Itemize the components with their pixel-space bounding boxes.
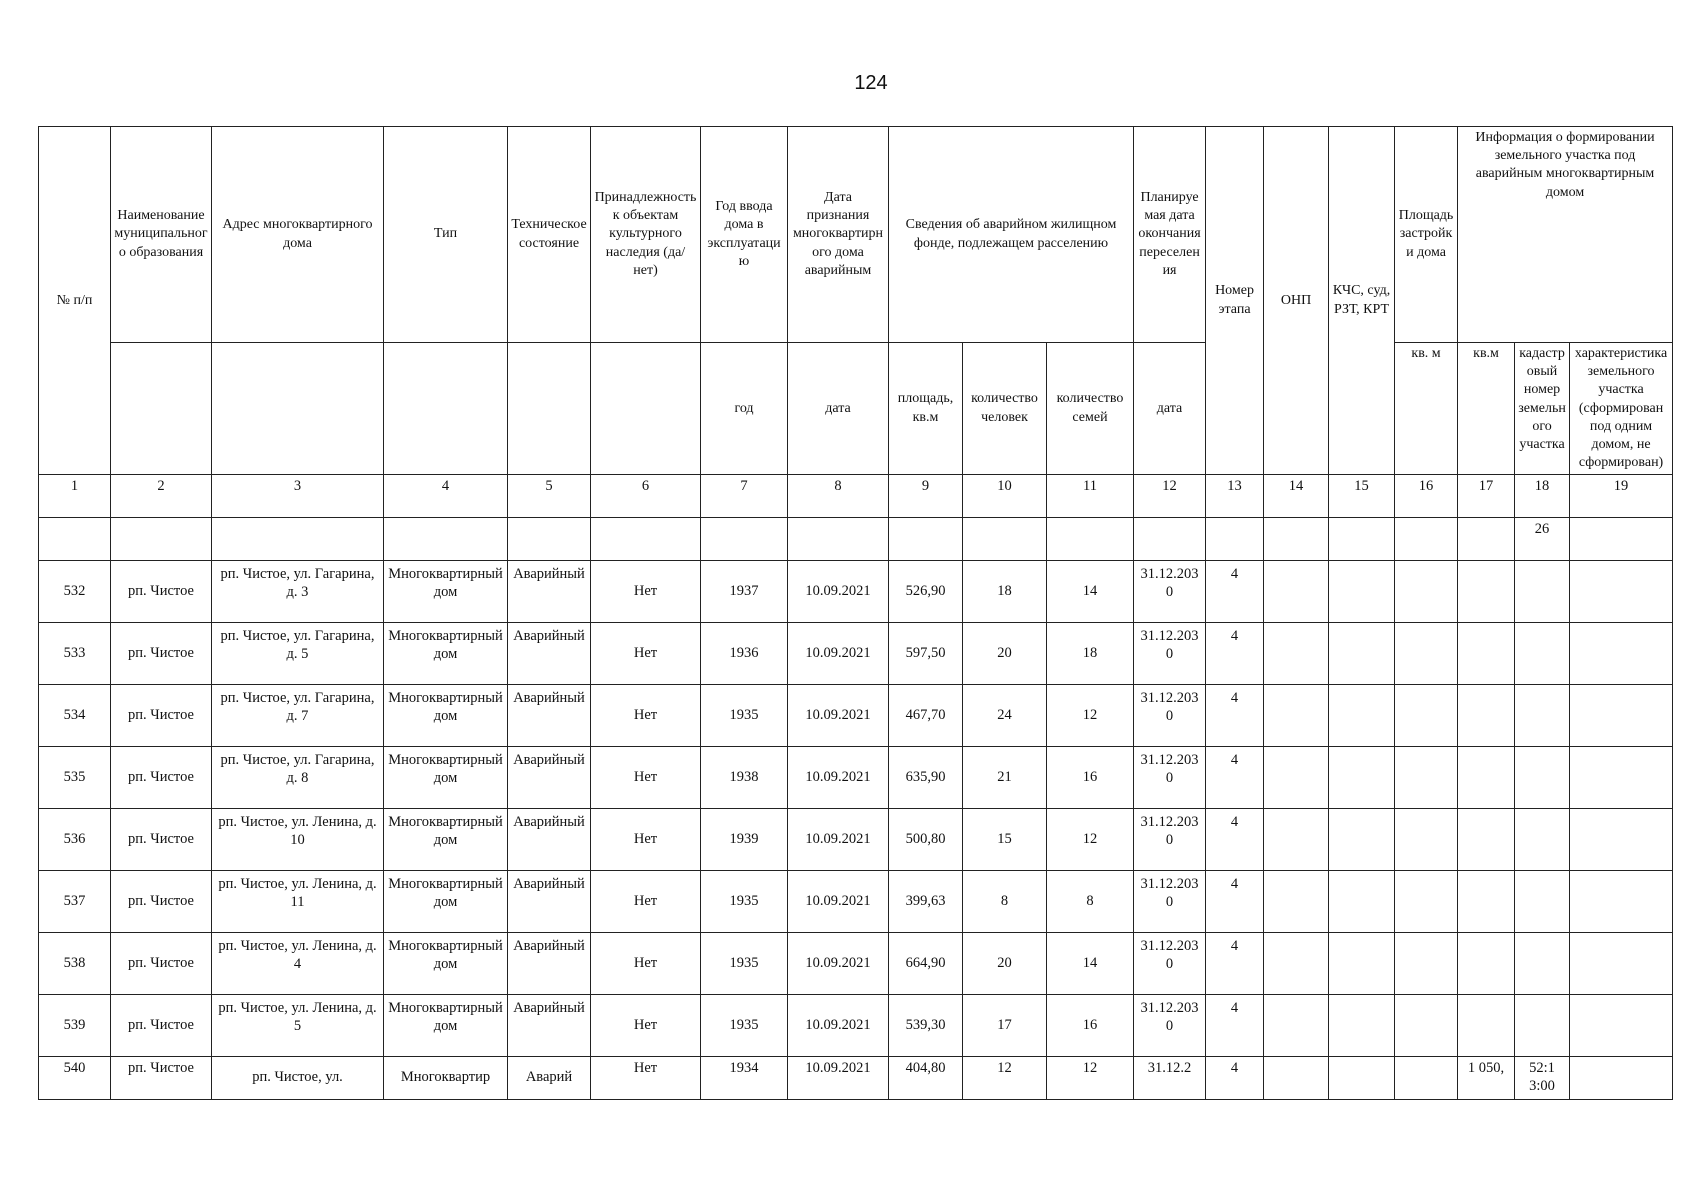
- address: рп. Чистое, ул. Гагарина, д. 7: [212, 685, 384, 747]
- header-col-2-cont: [111, 343, 212, 475]
- table-cell: [1458, 561, 1515, 623]
- column-number: 11: [1047, 475, 1134, 518]
- header-sub-9: площадь, кв.м: [889, 343, 963, 475]
- building-type: Многоквартирный дом: [384, 995, 508, 1057]
- planned-end-date: 31.12.2030: [1134, 871, 1206, 933]
- heritage: Нет: [591, 623, 701, 685]
- page-number: 124: [854, 72, 888, 94]
- table-cell: [1264, 933, 1329, 995]
- column-number: 2: [111, 475, 212, 518]
- header-sub-8: дата: [788, 343, 889, 475]
- planned-end-date: 31.12.2030: [1134, 747, 1206, 809]
- cadastral-number: 52:1 3:00: [1515, 1057, 1570, 1100]
- table-cell: [1570, 933, 1673, 995]
- table-cell: [1570, 685, 1673, 747]
- header-col-6-cont: [591, 343, 701, 475]
- planned-end-date: 31.12.2030: [1134, 561, 1206, 623]
- municipality: рп. Чистое: [111, 871, 212, 933]
- table-cell: [508, 518, 591, 561]
- people-count: 8: [963, 871, 1047, 933]
- row-number: 532: [39, 561, 111, 623]
- table-cell: [1329, 809, 1395, 871]
- table-cell: [889, 518, 963, 561]
- table-cell: [1458, 518, 1515, 561]
- emergency-date: 10.09.2021: [788, 685, 889, 747]
- heritage: Нет: [591, 871, 701, 933]
- column-number: 7: [701, 475, 788, 518]
- table-cell: [1395, 747, 1458, 809]
- emergency-area: 500,80: [889, 809, 963, 871]
- commission-year: 1939: [701, 809, 788, 871]
- table-cell: [1395, 623, 1458, 685]
- table-cell: [1458, 747, 1515, 809]
- family-count: 14: [1047, 561, 1134, 623]
- commission-year: 1935: [701, 871, 788, 933]
- table-cell: [1264, 561, 1329, 623]
- table-cell: [1515, 623, 1570, 685]
- table-cell: [1395, 933, 1458, 995]
- table-cell: [1329, 623, 1395, 685]
- municipality: рп. Чистое: [111, 623, 212, 685]
- emergency-area: 467,70: [889, 685, 963, 747]
- table-cell: [1515, 561, 1570, 623]
- table-cell: [1570, 1057, 1673, 1100]
- column-number: 5: [508, 475, 591, 518]
- stage-number: 4: [1206, 1057, 1264, 1100]
- emergency-area: 635,90: [889, 747, 963, 809]
- table-cell: [1206, 518, 1264, 561]
- header-col-12: Планируемая дата окончания переселения: [1134, 127, 1206, 343]
- people-count: 21: [963, 747, 1047, 809]
- column-number: 9: [889, 475, 963, 518]
- heritage: Нет: [591, 747, 701, 809]
- building-type: Многоквартирный дом: [384, 809, 508, 871]
- family-count: 8: [1047, 871, 1134, 933]
- stage-number: 4: [1206, 933, 1264, 995]
- header-col-5: Техническое состояние: [508, 127, 591, 343]
- people-count: 20: [963, 623, 1047, 685]
- emergency-date: 10.09.2021: [788, 933, 889, 995]
- address: рп. Чистое, ул.: [212, 1057, 384, 1100]
- emergency-date: 10.09.2021: [788, 747, 889, 809]
- technical-state: Аварийный: [508, 871, 591, 933]
- header-col-7: Год ввода дома в эксплуатацию: [701, 127, 788, 343]
- table-cell: [1329, 747, 1395, 809]
- table-cell: [1329, 1057, 1395, 1100]
- commission-year: 1935: [701, 995, 788, 1057]
- header-col-15: КЧС, суд, РЗТ, КРТ: [1329, 127, 1395, 475]
- commission-year: 1935: [701, 685, 788, 747]
- header-sub-17: кв.м: [1458, 343, 1515, 475]
- column-number: 15: [1329, 475, 1395, 518]
- table-cell: [39, 518, 111, 561]
- row-number: 536: [39, 809, 111, 871]
- planned-end-date: 31.12.2030: [1134, 933, 1206, 995]
- table-cell: [1395, 1057, 1458, 1100]
- table-cell: [1458, 871, 1515, 933]
- building-type: Многоквартирный дом: [384, 561, 508, 623]
- table-cell: [1570, 747, 1673, 809]
- emergency-date: 10.09.2021: [788, 623, 889, 685]
- table-cell: [1264, 995, 1329, 1057]
- header-col-19: характеристика земельного участка (сформирован под одним домом, не сформирован): [1570, 343, 1673, 475]
- building-type: Многоквартирный дом: [384, 871, 508, 933]
- table-row: [39, 561, 1673, 623]
- row-number: 534: [39, 685, 111, 747]
- commission-year: 1935: [701, 933, 788, 995]
- header-col-5-cont: [508, 343, 591, 475]
- stage-number: 4: [1206, 747, 1264, 809]
- planned-end-date: 31.12.2030: [1134, 995, 1206, 1057]
- table-cell: [1395, 809, 1458, 871]
- table-cell: [1329, 871, 1395, 933]
- address: рп. Чистое, ул. Ленина, д. 4: [212, 933, 384, 995]
- table-cell: [1515, 871, 1570, 933]
- emergency-area: 597,50: [889, 623, 963, 685]
- municipality: рп. Чистое: [111, 747, 212, 809]
- blank-row: [39, 518, 1673, 561]
- table-cell: [1264, 623, 1329, 685]
- family-count: 16: [1047, 995, 1134, 1057]
- table-row: [39, 995, 1673, 1057]
- people-count: 17: [963, 995, 1047, 1057]
- table-cell: [1264, 1057, 1329, 1100]
- table-row: [39, 933, 1673, 995]
- technical-state: Аварийный: [508, 623, 591, 685]
- municipality: рп. Чистое: [111, 995, 212, 1057]
- emergency-date: 10.09.2021: [788, 561, 889, 623]
- header-col-8: Дата признания многоквартирного дома аварийным: [788, 127, 889, 343]
- table-row: [39, 809, 1673, 871]
- table-cell: [1264, 518, 1329, 561]
- planned-end-date: 31.12.2030: [1134, 623, 1206, 685]
- table-cell: [1570, 871, 1673, 933]
- table-row: [39, 1057, 1673, 1100]
- column-number-row: [39, 475, 1673, 518]
- header-col-6: Принадлежность к объектам культурного наследия (да/нет): [591, 127, 701, 343]
- table-cell: [1458, 809, 1515, 871]
- table-cell: [591, 518, 701, 561]
- stage-number: 4: [1206, 561, 1264, 623]
- table-cell: [1458, 623, 1515, 685]
- table-cell: [1458, 995, 1515, 1057]
- building-type: Многоквартирный дом: [384, 685, 508, 747]
- family-count: 12: [1047, 685, 1134, 747]
- column-number: 16: [1395, 475, 1458, 518]
- heritage: Нет: [591, 1057, 701, 1100]
- address: рп. Чистое, ул. Ленина, д. 11: [212, 871, 384, 933]
- table-cell: [1515, 995, 1570, 1057]
- table-cell: [384, 518, 508, 561]
- column-number: 1: [39, 475, 111, 518]
- table-cell: [1395, 561, 1458, 623]
- column-number: 17: [1458, 475, 1515, 518]
- technical-state: Аварийный: [508, 747, 591, 809]
- header-col-3: Адрес многоквартирного дома: [212, 127, 384, 343]
- land-area: 1 050,: [1458, 1057, 1515, 1100]
- table-cell: [1395, 518, 1458, 561]
- table-cell: [701, 518, 788, 561]
- header-col-13: Номер этапа: [1206, 127, 1264, 475]
- people-count: 15: [963, 809, 1047, 871]
- emergency-area: 539,30: [889, 995, 963, 1057]
- table-row: [39, 747, 1673, 809]
- header-sub-7: год: [701, 343, 788, 475]
- row-number: 539: [39, 995, 111, 1057]
- table-cell: [963, 518, 1047, 561]
- row-number: 540: [39, 1057, 111, 1100]
- table-cell: [788, 518, 889, 561]
- table-cell: [1329, 995, 1395, 1057]
- family-count: 12: [1047, 1057, 1134, 1100]
- heritage: Нет: [591, 933, 701, 995]
- technical-state: Аварийный: [508, 995, 591, 1057]
- column-number: 8: [788, 475, 889, 518]
- emergency-date: 10.09.2021: [788, 871, 889, 933]
- header-col-4: Тип: [384, 127, 508, 343]
- column-number: 3: [212, 475, 384, 518]
- emergency-area: 399,63: [889, 871, 963, 933]
- header-col-18: кадастровый номер земельного участка: [1515, 343, 1570, 475]
- municipality: рп. Чистое: [111, 685, 212, 747]
- family-count: 12: [1047, 809, 1134, 871]
- people-count: 12: [963, 1057, 1047, 1100]
- building-type: Многоквартирный дом: [384, 933, 508, 995]
- column-number: 14: [1264, 475, 1329, 518]
- technical-state: Аварийный: [508, 685, 591, 747]
- planned-end-date: 31.12.2030: [1134, 685, 1206, 747]
- emergency-area: 404,80: [889, 1057, 963, 1100]
- header-col-14: ОНП: [1264, 127, 1329, 475]
- heritage: Нет: [591, 995, 701, 1057]
- table-cell: [1329, 685, 1395, 747]
- row-number: 535: [39, 747, 111, 809]
- table-cell: [1264, 747, 1329, 809]
- column-number: 13: [1206, 475, 1264, 518]
- header-col-4-cont: [384, 343, 508, 475]
- column-number: 4: [384, 475, 508, 518]
- table-cell: [1329, 518, 1395, 561]
- table-cell: [1264, 685, 1329, 747]
- building-type: Многоквартирный дом: [384, 747, 508, 809]
- planned-end-date: 31.12.2030: [1134, 809, 1206, 871]
- table-cell: [1515, 685, 1570, 747]
- table-cell: 26: [1515, 518, 1570, 561]
- table-cell: [1570, 518, 1673, 561]
- address: рп. Чистое, ул. Ленина, д. 5: [212, 995, 384, 1057]
- planned-end-date: 31.12.2: [1134, 1057, 1206, 1100]
- table-cell: [1264, 871, 1329, 933]
- column-number: 19: [1570, 475, 1673, 518]
- municipality: рп. Чистое: [111, 1057, 212, 1100]
- people-count: 24: [963, 685, 1047, 747]
- emergency-date: 10.09.2021: [788, 809, 889, 871]
- table-cell: [1264, 809, 1329, 871]
- header-col-16: Площадь застройки дома: [1395, 127, 1458, 343]
- header-col-3-cont: [212, 343, 384, 475]
- address: рп. Чистое, ул. Ленина, д. 10: [212, 809, 384, 871]
- column-number: 6: [591, 475, 701, 518]
- table-cell: [1570, 809, 1673, 871]
- stage-number: 4: [1206, 871, 1264, 933]
- header-sub-11: количество семей: [1047, 343, 1134, 475]
- table-cell: [212, 518, 384, 561]
- table-row: [39, 685, 1673, 747]
- address: рп. Чистое, ул. Гагарина, д. 8: [212, 747, 384, 809]
- header-group-resettlement: Сведения об аварийном жилищном фонде, подлежащем расселению: [889, 127, 1134, 343]
- building-type: Многоквартирный дом: [384, 623, 508, 685]
- table-cell: [1395, 995, 1458, 1057]
- municipality: рп. Чистое: [111, 809, 212, 871]
- table-cell: [1329, 561, 1395, 623]
- header-sub-16: кв. м: [1395, 343, 1458, 475]
- data-rows: [39, 561, 1673, 1057]
- column-number: 12: [1134, 475, 1206, 518]
- table-cell: [1458, 933, 1515, 995]
- municipality: рп. Чистое: [111, 561, 212, 623]
- emergency-area: 526,90: [889, 561, 963, 623]
- table-row: [39, 871, 1673, 933]
- table-cell: [1134, 518, 1206, 561]
- header-row-1: [39, 127, 1673, 343]
- header-sub-12: дата: [1134, 343, 1206, 475]
- stage-number: 4: [1206, 623, 1264, 685]
- stage-number: 4: [1206, 809, 1264, 871]
- row-number: 537: [39, 871, 111, 933]
- table-cell: [1570, 623, 1673, 685]
- family-count: 18: [1047, 623, 1134, 685]
- table-cell: [1395, 871, 1458, 933]
- address: рп. Чистое, ул. Гагарина, д. 3: [212, 561, 384, 623]
- technical-state: Аварийный: [508, 809, 591, 871]
- building-type: Многоквартир: [384, 1057, 508, 1100]
- column-number: 10: [963, 475, 1047, 518]
- table-cell: [1329, 933, 1395, 995]
- table-cell: [1570, 561, 1673, 623]
- table-cell: [1458, 685, 1515, 747]
- stage-number: 4: [1206, 995, 1264, 1057]
- family-count: 14: [1047, 933, 1134, 995]
- header-sub-10: количество человек: [963, 343, 1047, 475]
- row-number: 538: [39, 933, 111, 995]
- table-cell: [111, 518, 212, 561]
- header-group-land: Информация о формировании земельного участка под аварийным многоквартирным домом: [1458, 127, 1673, 343]
- municipality: рп. Чистое: [111, 933, 212, 995]
- heritage: Нет: [591, 809, 701, 871]
- table-cell: [1515, 809, 1570, 871]
- header-row-3: [39, 343, 1673, 475]
- header-col-2: Наименование муниципального образования: [111, 127, 212, 343]
- emergency-date: 10.09.2021: [788, 995, 889, 1057]
- family-count: 16: [1047, 747, 1134, 809]
- commission-year: 1936: [701, 623, 788, 685]
- commission-year: 1938: [701, 747, 788, 809]
- heritage: Нет: [591, 685, 701, 747]
- table-cell: [1395, 685, 1458, 747]
- address: рп. Чистое, ул. Гагарина, д. 5: [212, 623, 384, 685]
- table-cell: [1515, 747, 1570, 809]
- commission-year: 1937: [701, 561, 788, 623]
- technical-state: Аварийный: [508, 933, 591, 995]
- table-cell: [1570, 995, 1673, 1057]
- technical-state: Аварий: [508, 1057, 591, 1100]
- emergency-area: 664,90: [889, 933, 963, 995]
- people-count: 18: [963, 561, 1047, 623]
- header-col-1: № п/п: [39, 127, 111, 475]
- commission-year: 1934: [701, 1057, 788, 1100]
- table-row: [39, 623, 1673, 685]
- housing-table: [38, 126, 1673, 1100]
- stage-number: 4: [1206, 685, 1264, 747]
- emergency-date: 10.09.2021: [788, 1057, 889, 1100]
- table-cell: [1047, 518, 1134, 561]
- technical-state: Аварийный: [508, 561, 591, 623]
- row-number: 533: [39, 623, 111, 685]
- column-number: 18: [1515, 475, 1570, 518]
- people-count: 20: [963, 933, 1047, 995]
- heritage: Нет: [591, 561, 701, 623]
- table-cell: [1515, 933, 1570, 995]
